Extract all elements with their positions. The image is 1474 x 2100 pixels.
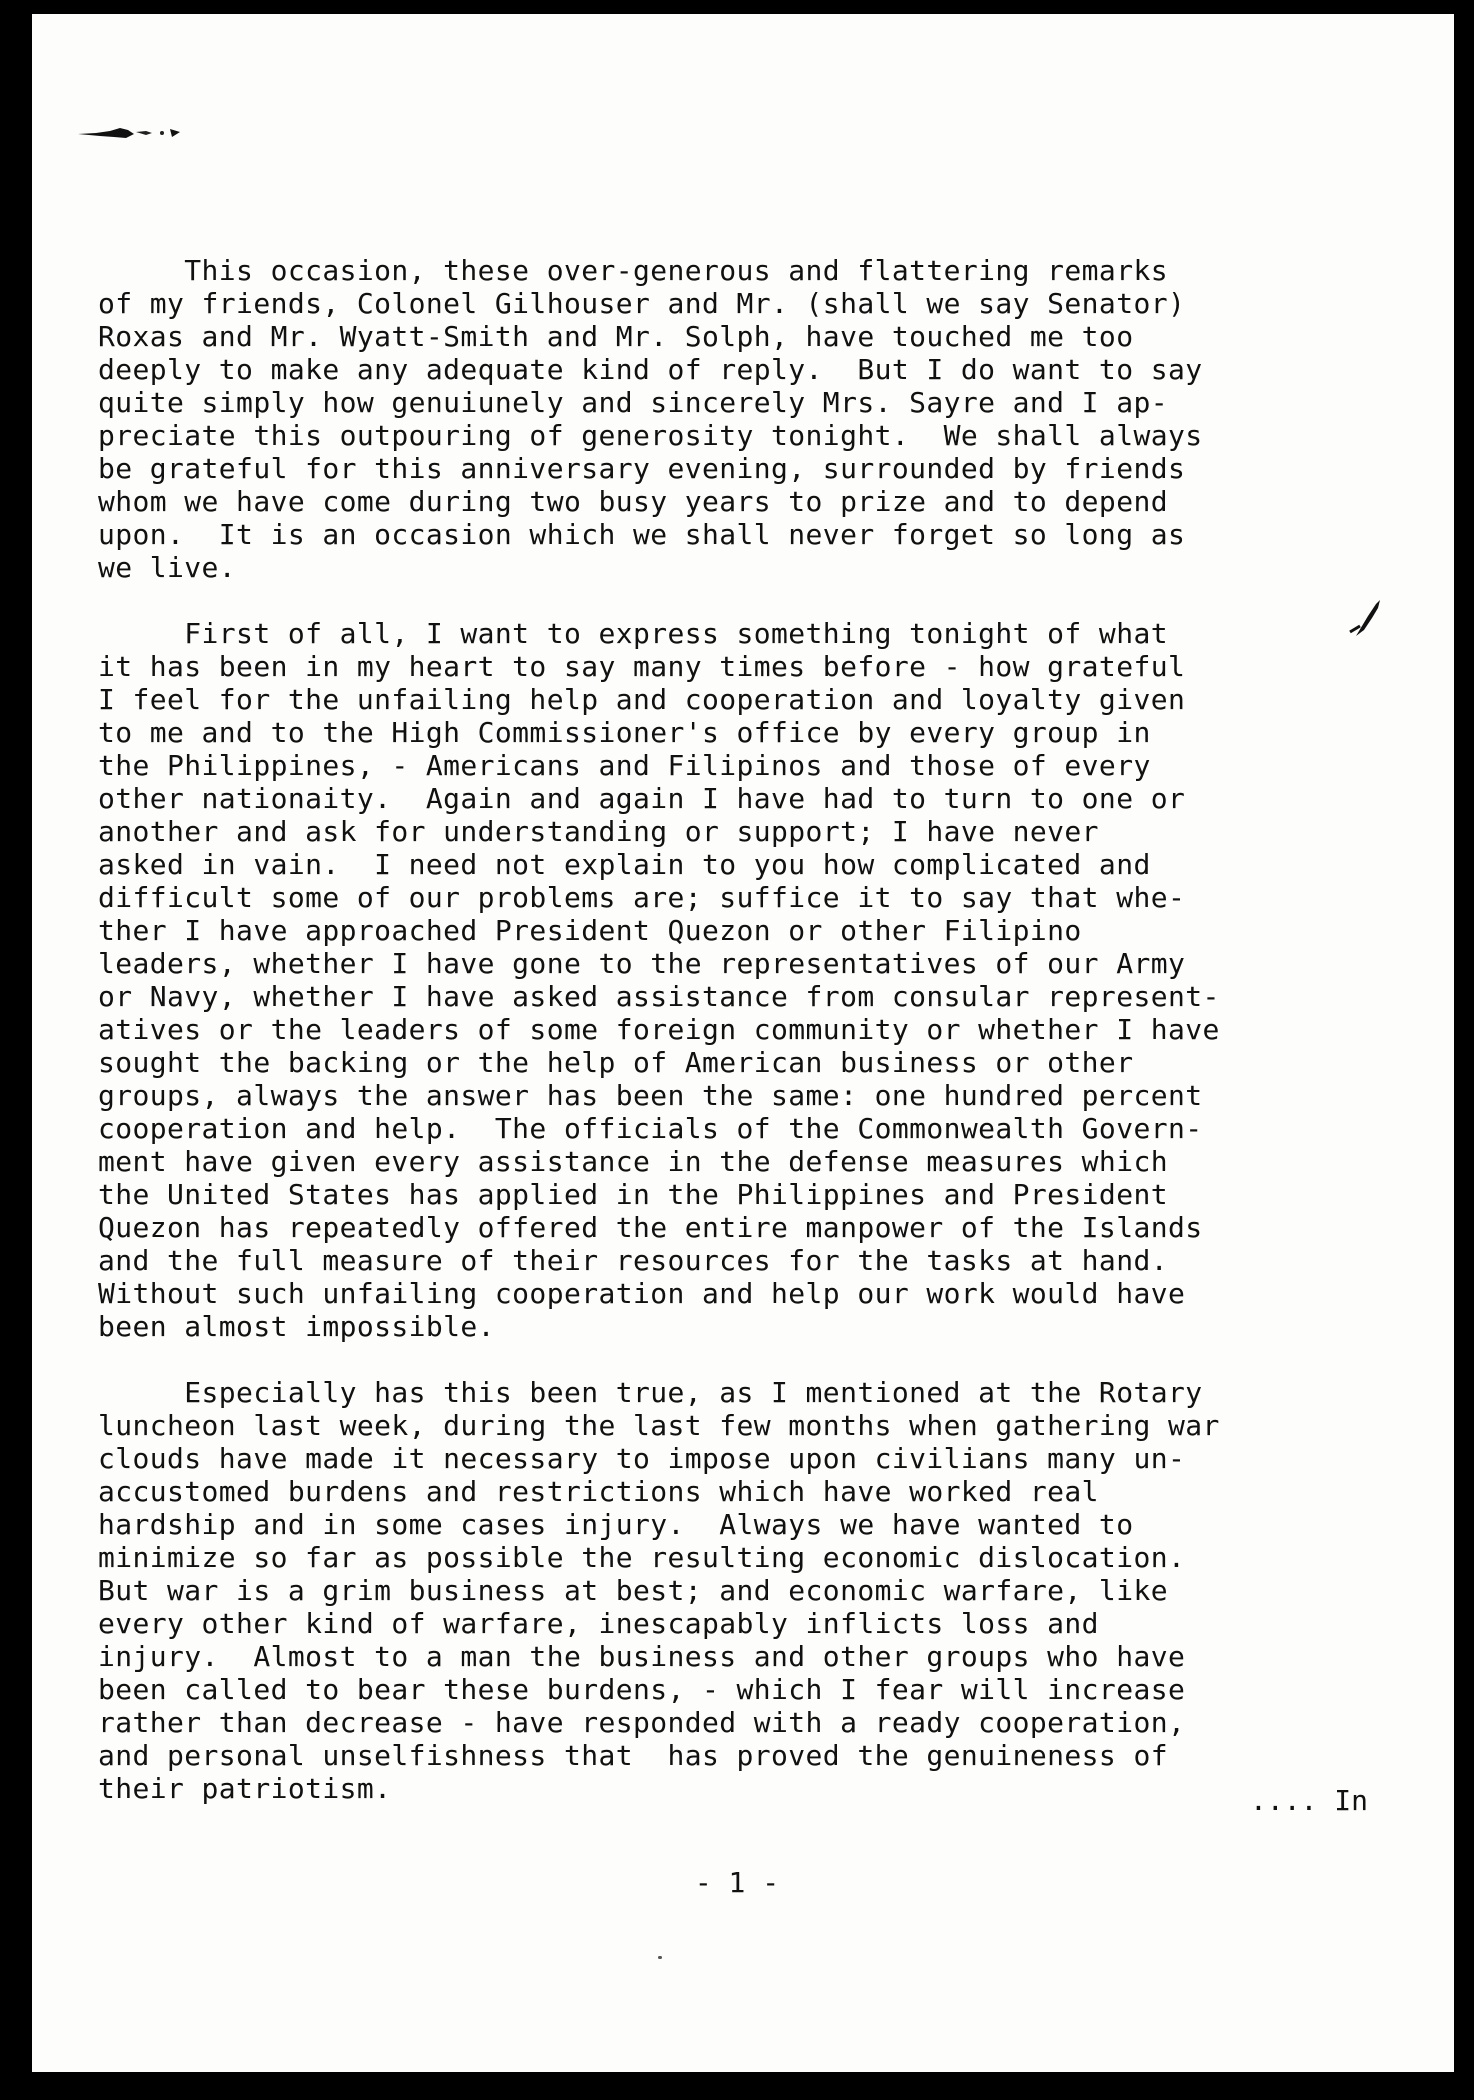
paragraph-opening: [98, 254, 1388, 584]
text-line: Quezon has repeatedly offered the entire manpower of the Islands: [98, 1211, 1203, 1244]
text-line: First of all, I want to express something tonight of what: [98, 617, 1168, 650]
page-number: - 1 -: [694, 1866, 780, 1899]
text-line: hardship and in some cases injury. Always we have wanted to: [98, 1508, 1134, 1541]
text-line: be grateful for this anniversary evening, surrounded by friends: [98, 452, 1186, 485]
text-line: atives or the leaders of some foreign community or whether I have: [98, 1013, 1220, 1046]
text-line: of my friends, Colonel Gilhouser and Mr. (shall we say Senator): [98, 287, 1186, 320]
text-line: Especially has this been true, as I mentioned at the Rotary: [98, 1376, 1203, 1409]
text-line: to me and to the High Commissioner's office by every group in: [98, 716, 1151, 749]
ink-blot-mark: [76, 122, 186, 146]
text-line: it has been in my heart to say many times before - how grateful: [98, 650, 1186, 683]
text-line: deeply to make any adequate kind of reply. But I do want to say: [98, 353, 1203, 386]
text-line: been almost impossible.: [98, 1310, 495, 1343]
text-line: luncheon last week, during the last few months when gathering war: [98, 1409, 1220, 1442]
text-line: injury. Almost to a man the business and other groups who have: [98, 1640, 1186, 1673]
text-line: But war is a grim business at best; and economic warfare, like: [98, 1574, 1168, 1607]
paragraph-war-burdens: [98, 1376, 1388, 1805]
text-line: ther I have approached President Quezon or other Filipino: [98, 914, 1082, 947]
text-line: cooperation and help. The officials of the Commonwealth Govern-: [98, 1112, 1203, 1145]
text-line: ment have given every assistance in the defense measures which: [98, 1145, 1168, 1178]
text-line: every other kind of warfare, inescapably inflicts loss and: [98, 1607, 1099, 1640]
letter-body: [98, 254, 1388, 1838]
text-line: the United States has applied in the Philippines and President: [98, 1178, 1168, 1211]
text-line: the Philippines, - Americans and Filipinos and those of every: [98, 749, 1151, 782]
text-line: This occasion, these over-generous and flattering remarks: [98, 254, 1168, 287]
text-line: other nationaity. Again and again I have had to turn to one or: [98, 782, 1186, 815]
paper-speck: [658, 1956, 662, 1959]
text-line: asked in vain. I need not explain to you how complicated and: [98, 848, 1151, 881]
continuation-marker: .... In: [1249, 1784, 1368, 1817]
text-line: groups, always the answer has been the same: one hundred percent: [98, 1079, 1203, 1112]
text-line: we live.: [98, 551, 237, 584]
text-line: and the full measure of their resources for the tasks at hand.: [98, 1244, 1168, 1277]
text-line: accustomed burdens and restrictions which have worked real: [98, 1475, 1099, 1508]
text-line: leaders, whether I have gone to the representatives of our Army: [98, 947, 1186, 980]
text-line: upon. It is an occasion which we shall never forget so long as: [98, 518, 1186, 551]
text-line: rather than decrease - have responded with a ready cooperation,: [98, 1706, 1186, 1739]
text-line: Roxas and Mr. Wyatt-Smith and Mr. Solph, have touched me too: [98, 320, 1134, 353]
text-line: or Navy, whether I have asked assistance from consular represent-: [98, 980, 1220, 1013]
text-line: Without such unfailing cooperation and help our work would have: [98, 1277, 1186, 1310]
text-line: another and ask for understanding or support; I have never: [98, 815, 1099, 848]
text-line: preciate this outpouring of generosity tonight. We shall always: [98, 419, 1203, 452]
text-line: their patriotism.: [98, 1772, 392, 1805]
text-line: clouds have made it necessary to impose upon civilians many un-: [98, 1442, 1186, 1475]
paragraph-gratitude: [98, 617, 1388, 1343]
text-line: quite simply how genuiunely and sincerely Mrs. Sayre and I ap-: [98, 386, 1168, 419]
text-line: been called to bear these burdens, - which I fear will increase: [98, 1673, 1186, 1706]
text-line: and personal unselfishness that has proved the genuineness of: [98, 1739, 1168, 1772]
text-line: whom we have come during two busy years to prize and to depend: [98, 485, 1168, 518]
text-line: difficult some of our problems are; suffice it to say that whe-: [98, 881, 1186, 914]
text-line: sought the backing or the help of American business or other: [98, 1046, 1134, 1079]
text-line: I feel for the unfailing help and cooperation and loyalty given: [98, 683, 1186, 716]
text-line: minimize so far as possible the resulting economic dislocation.: [98, 1541, 1186, 1574]
